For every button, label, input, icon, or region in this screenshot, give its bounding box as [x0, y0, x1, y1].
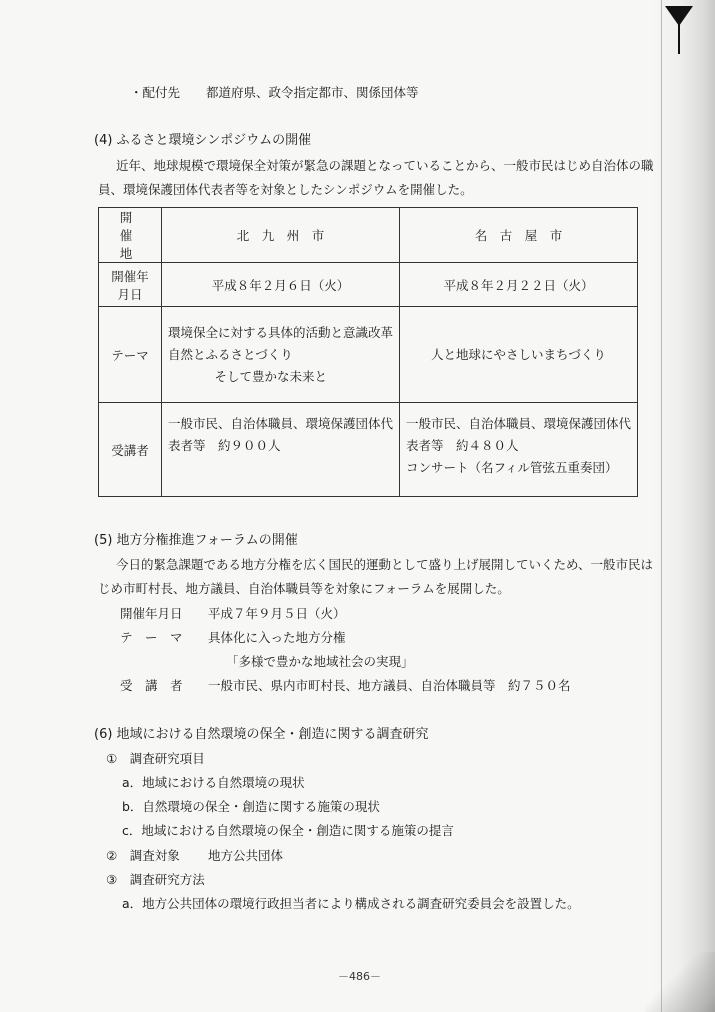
- venue-label: 開 催 地: [99, 208, 162, 263]
- distribution-label: ・配付先: [130, 85, 181, 100]
- audience-nagoya-line2: 表者等 約４８０人: [405, 438, 519, 453]
- forum-audience-label: 受 講 者: [120, 678, 183, 693]
- venue-kitakyushu: 北 九 州 市: [161, 208, 399, 263]
- date-label: 開催年月日: [99, 263, 162, 307]
- section6-item1a: a．地域における自然環境の現状: [122, 775, 305, 790]
- theme-kitakyushu-line3: そして豊かな未来と: [201, 368, 327, 384]
- audience-kitakyushu: [161, 403, 399, 497]
- theme-kitakyushu-line1: 環境保全に対する具体的活動と意識改革: [167, 324, 393, 340]
- section6-item2-value: 地方公共団体: [208, 848, 284, 863]
- binding-mark-icon: [665, 6, 693, 26]
- theme-nagoya-line1: 人と地球にやさしいまちづくり: [431, 346, 606, 362]
- section4-intro-line2: 員、環境保護団体代表者等を対象としたシンポジウムを開催した。: [98, 182, 473, 197]
- section5-intro-line1: 今日的緊急課題である地方分権を広く国民的運動として盛り上げ展開していくため、一般市民は: [116, 557, 654, 572]
- venue-nagoya: 名 古 屋 市: [399, 208, 637, 263]
- theme-kitakyushu: [161, 307, 399, 403]
- table-row-theme: [99, 307, 638, 403]
- forum-theme-label: テ ー マ: [120, 630, 183, 645]
- date-kitakyushu: 平成８年２月６日（火）: [161, 263, 399, 307]
- section4-intro-line1: 近年、地球規模で環境保全対策が緊急の課題となっていることから、一般市民はじめ自治体の職: [116, 158, 654, 173]
- theme-nagoya: [399, 307, 637, 403]
- section6-item3: ③ 調査研究方法: [106, 872, 205, 887]
- audience-nagoya-line3: コンサート（名フィル管弦五重奏団）: [405, 460, 618, 475]
- section6-item1b: b．自然環境の保全・創造に関する施策の現状: [122, 799, 380, 814]
- audience-kitakyushu-line2: 表者等 約９００人: [167, 438, 281, 453]
- section6-item1c: c．地域における自然環境の保全・創造に関する施策の提言: [122, 823, 454, 838]
- forum-theme-value2: 「多様で豊かな地域社会の実現」: [226, 654, 414, 669]
- forum-date-value: 平成７年９月５日（火）: [208, 606, 346, 621]
- audience-label: 受講者: [99, 403, 162, 497]
- audience-nagoya: [399, 403, 637, 497]
- table-row-audience: [99, 403, 638, 497]
- page-corner-shadow: [645, 952, 715, 1012]
- forum-audience-value: 一般市民、県内市町村長、地方議員、自治体職員等 約７５０名: [208, 678, 571, 693]
- forum-date-label: 開催年月日: [120, 606, 183, 621]
- section4-title: (4) ふるさと環境シンポジウムの開催: [94, 133, 312, 148]
- distribution-value: 都道府県、政令指定都市、関係団体等: [206, 85, 419, 100]
- section5-intro-line2: じめ市町村長、地方議員、自治体職員等を対象にフォーラムを展開した。: [98, 581, 510, 596]
- page-edge-line: [661, 0, 662, 1012]
- section5-title: (5) 地方分権推進フォーラムの開催: [94, 533, 298, 548]
- section6-item1: ① 調査研究項目: [106, 751, 205, 766]
- page-edge-shadow: [653, 0, 715, 1012]
- table-row-venue: [99, 208, 638, 263]
- page-number: －486－: [338, 970, 381, 983]
- symposium-table: [98, 207, 638, 497]
- table-row-date: [99, 263, 638, 307]
- section6-item2-label: ② 調査対象: [106, 848, 180, 863]
- section6-item3a: a．地方公共団体の環境行政担当者により構成される調査研究委員会を設置した。: [122, 896, 580, 911]
- audience-nagoya-line1: 一般市民、自治体職員、環境保護団体代: [405, 416, 631, 431]
- forum-theme-value1: 具体化に入った地方分権: [208, 630, 346, 645]
- theme-label: テーマ: [99, 307, 162, 403]
- section6-title: (6) 地域における自然環境の保全・創造に関する調査研究: [94, 727, 429, 742]
- theme-kitakyushu-line2: 自然とふるさとづくり: [167, 346, 293, 362]
- date-nagoya: 平成８年２月２２日（火）: [399, 263, 637, 307]
- audience-kitakyushu-line1: 一般市民、自治体職員、環境保護団体代: [167, 416, 393, 431]
